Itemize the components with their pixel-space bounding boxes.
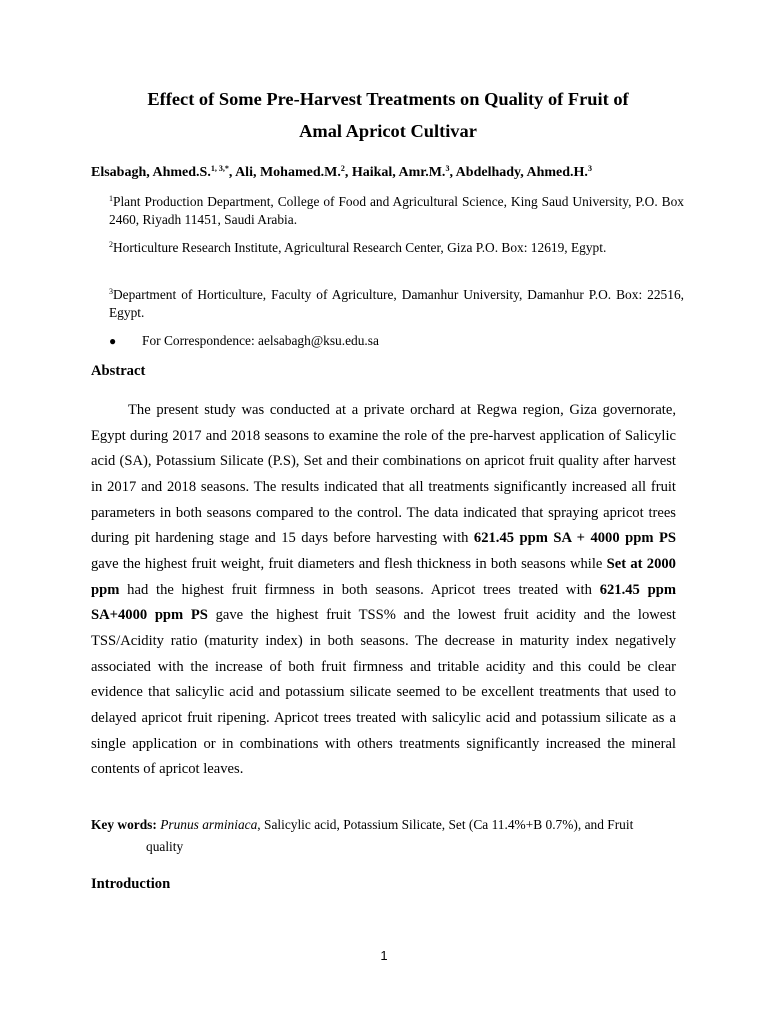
author-name: Abdelhady, Ahmed.H. [455,165,588,180]
abstract-text: gave the highest fruit TSS% and the lowest fruit acidity and the lowest TSS/Acidity ratio (maturity index) in both seasons. The decrease in maturity index negatively associated with the increase of both fruit firmness and tritable acidity and this could be clear evidence that salicylic acid and potassium silicate seemed to be excellent treatments that used to delayed apricot fruit ripening. Apricot trees treated with salicylic acid and potassium silicate as a single application or in combinations with others treatments significantly increased the mineral contents of apricot leaves. [91,607,676,778]
author-affiliation-marker: 3 [445,164,450,173]
affiliation-1 [109,193,684,229]
affiliation-text: Horticulture Research Institute, Agricultural Research Center, Giza P.O. Box: 12619, Egypt. [113,240,607,255]
bullet-icon: ● [109,334,117,348]
affiliation-number: 3 [109,287,113,296]
keywords-list-continued: quality [146,839,184,854]
correspondence-line [109,332,379,350]
abstract-emphasis: 621.45 ppm SA + 4000 ppm PS [473,530,676,547]
abstract-text: gave the highest fruit weight, fruit diameters and flesh thickness in both seasons while [91,555,607,572]
correspondence-text: For Correspondence: aelsabagh@ksu.edu.sa [142,333,379,348]
affiliation-number: 1 [109,194,113,203]
author-name: Elsabagh, Ahmed.S. [91,165,211,180]
page-number: 1 [380,948,388,963]
affiliation-text: Department of Horticulture, Faculty of Agriculture, Damanhur University, Damanhur P.O. Box: 22516, Egypt. [109,287,708,320]
author-name: Ali, Mohamed.M. [235,165,341,180]
keyword-species: Prunus arminiaca [160,817,258,832]
author-separator: , [344,165,352,180]
author-affiliation-marker: 1, 3,* [210,164,229,173]
author-affiliation-marker: 2 [340,164,345,173]
author-name: Haikal, Amr.M. [351,165,446,180]
introduction-heading: Introduction [91,876,171,892]
paper-title-line-2: Amal Apricot Cultivar [299,121,477,141]
affiliation-3 [109,286,708,322]
author-list [91,164,592,182]
affiliation-2 [109,239,684,257]
affiliation-text: Plant Production Department, College of Food and Agricultural Science, King Saud University, P.O. Box 2460, Riyadh 11451, Saudi Arabia. [109,194,684,227]
keywords-block [91,814,684,858]
abstract-emphasis: 621.45 ppm SA+4000 ppm PS [91,581,677,624]
keywords-label: Key words: [91,817,157,832]
abstract-paragraph [91,398,676,783]
keywords-list: , Salicylic acid, Potassium Silicate, Set (Ca 11.4%+B 0.7%), and Fruit [257,817,634,832]
abstract-heading: Abstract [91,363,146,379]
author-separator: , [449,165,456,180]
abstract-text: had the highest fruit firmness in both seasons. Apricot trees treated with [119,581,600,598]
abstract-text: The present study was conducted at a private orchard at Regwa region, Giza governorate, Egypt during 2017 and 2018 seasons to examine the role of the pre-harvest application of Salicylic acid (SA), Potassium Silicate (P.S), Set and their combinations on apricot fruit quality after harvest in 2017 and 2018 seasons. The results indicated that all treatments significantly increased all fruit parameters in both seasons compared to the control. The data indicated that spraying apricot trees during pit hardening stage and 15 days before harvesting with [91,402,676,547]
paper-title-line-1: Effect of Some Pre-Harvest Treatments on Quality of Fruit of [147,89,629,109]
author-separator: , [228,165,236,180]
abstract-emphasis: Set at 2000 ppm [91,555,676,598]
author-affiliation-marker: 3 [587,164,592,173]
affiliation-number: 2 [109,240,113,249]
